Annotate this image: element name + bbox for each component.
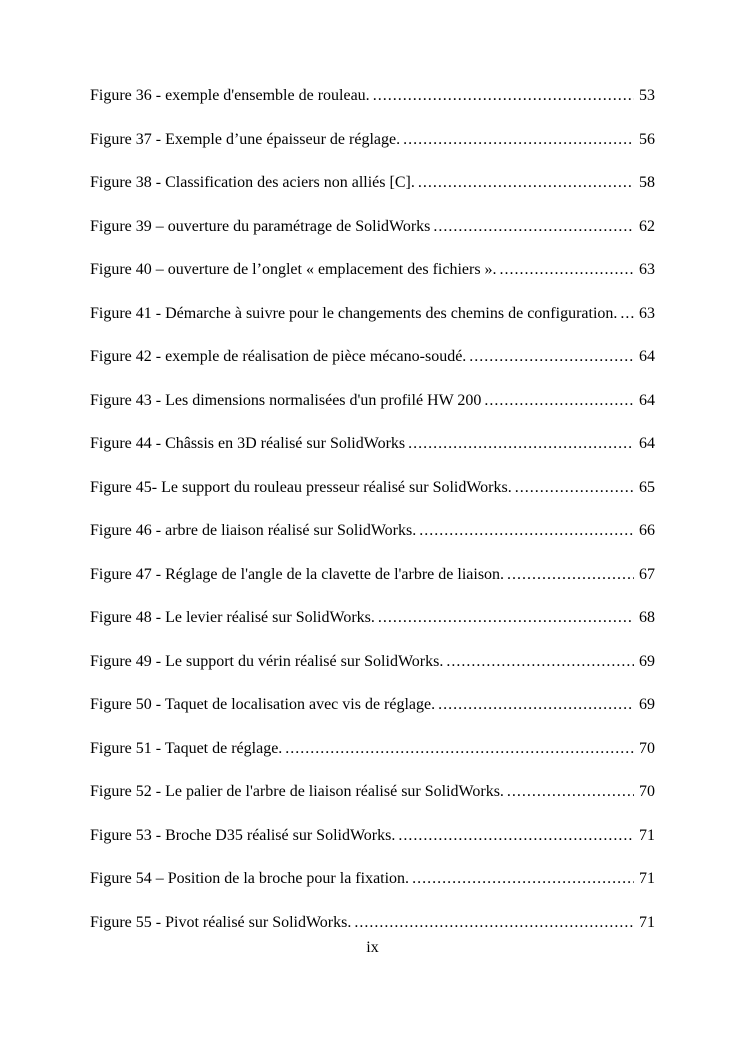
toc-entry-page: 65 [639,478,655,496]
toc-entry-label: Figure 44 - Châssis en 3D réalisé sur SolidWorks [90,435,406,452]
toc-entry-label: Figure 49 - Le support du vérin réalisé sur SolidWorks. [90,652,444,670]
toc-entry-page: 64 [639,348,655,365]
toc-entry [90,173,655,192]
dot-leader [484,391,634,410]
dot-leader [438,695,634,714]
dot-leader [403,130,634,149]
toc-entry [90,478,655,497]
toc-entry-page: 71 [639,913,655,931]
toc-entry [90,391,655,410]
dot-leader [418,173,634,192]
toc-entry-label: Figure 39 – ouverture du paramétrage de SolidWorks [90,217,431,235]
toc-entry [90,130,655,149]
dot-leader [398,826,634,845]
toc-entry [90,608,655,627]
dot-leader [285,739,634,758]
dot-leader [412,869,634,888]
toc-entry-label: Figure 55 - Pivot réalisé sur SolidWorks. [90,913,352,931]
dot-leader [515,478,634,497]
toc-entry-label: Figure 50 - Taquet de localisation avec vis de réglage. [90,696,436,713]
list-of-figures [90,86,655,932]
toc-entry-page: 69 [639,652,655,670]
toc-entry-page: 64 [639,435,655,452]
toc-entry-label: Figure 45- Le support du rouleau presseur réalisé sur SolidWorks. [90,478,512,496]
toc-entry-label: Figure 46 - arbre de liaison réalisé sur SolidWorks. [90,522,417,539]
toc-entry [90,826,655,845]
toc-entry [90,913,655,932]
toc-entry-page: 69 [639,696,655,713]
toc-entry-label: Figure 37 - Exemple d’une épaisseur de réglage. [90,130,401,148]
dot-leader [408,434,634,453]
dot-leader [469,347,634,366]
toc-entry-label: Figure 42 - exemple de réalisation de pièce mécano-soudé. [90,348,467,365]
toc-entry [90,434,655,453]
toc-entry-label: Figure 52 - Le palier de l'arbre de liaison réalisé sur SolidWorks. [90,783,504,800]
toc-entry [90,304,655,323]
page-number-footer: ix [366,939,379,956]
toc-entry-page: 53 [639,87,655,104]
toc-entry-page: 63 [639,304,655,322]
toc-entry [90,521,655,540]
toc-entry [90,739,655,758]
toc-entry-page: 71 [639,826,655,844]
toc-entry-page: 64 [639,391,655,409]
toc-entry-page: 56 [639,130,655,148]
toc-entry-label: Figure 38 - Classification des aciers non alliés [C]. [90,174,415,191]
toc-entry-label: Figure 36 - exemple d'ensemble de rouleau. [90,87,370,104]
toc-entry [90,260,655,279]
toc-entry-page: 62 [639,217,655,235]
dot-leader [354,913,634,932]
toc-entry-page: 58 [639,174,655,191]
toc-entry [90,86,655,105]
dot-leader [500,260,634,279]
toc-entry [90,695,655,714]
toc-entry-label: Figure 54 – Position de la broche pour la fixation. [90,870,410,887]
toc-entry-page: 68 [639,609,655,626]
toc-entry-page: 66 [639,522,655,539]
dot-leader [378,608,634,627]
toc-entry-label: Figure 47 - Réglage de l'angle de la clavette de l'arbre de liaison. [90,565,505,583]
dot-leader [507,565,634,584]
dot-leader [419,521,634,540]
dot-leader [620,304,634,323]
dot-leader [446,652,634,671]
toc-entry-page: 70 [639,739,655,757]
toc-entry-page: 63 [639,261,655,278]
toc-entry [90,782,655,801]
dot-leader [373,86,634,105]
toc-entry-page: 67 [639,565,655,583]
toc-entry [90,869,655,888]
toc-entry-page: 70 [639,783,655,800]
toc-entry-label: Figure 51 - Taquet de réglage. [90,739,283,757]
toc-entry-label: Figure 40 – ouverture de l’onglet « emplacement des fichiers ». [90,261,497,278]
dot-leader [507,782,634,801]
toc-entry [90,652,655,671]
toc-entry-label: Figure 43 - Les dimensions normalisées d'un profilé HW 200 [90,391,482,409]
toc-entry [90,565,655,584]
toc-entry [90,217,655,236]
toc-entry-label: Figure 41 - Démarche à suivre pour le changements des chemins de configuration. [90,304,618,322]
dot-leader [433,217,634,236]
toc-entry-page: 71 [639,870,655,887]
toc-entry-label: Figure 53 - Broche D35 réalisé sur SolidWorks. [90,826,396,844]
toc-entry-label: Figure 48 - Le levier réalisé sur SolidWorks. [90,609,375,626]
toc-entry [90,347,655,366]
